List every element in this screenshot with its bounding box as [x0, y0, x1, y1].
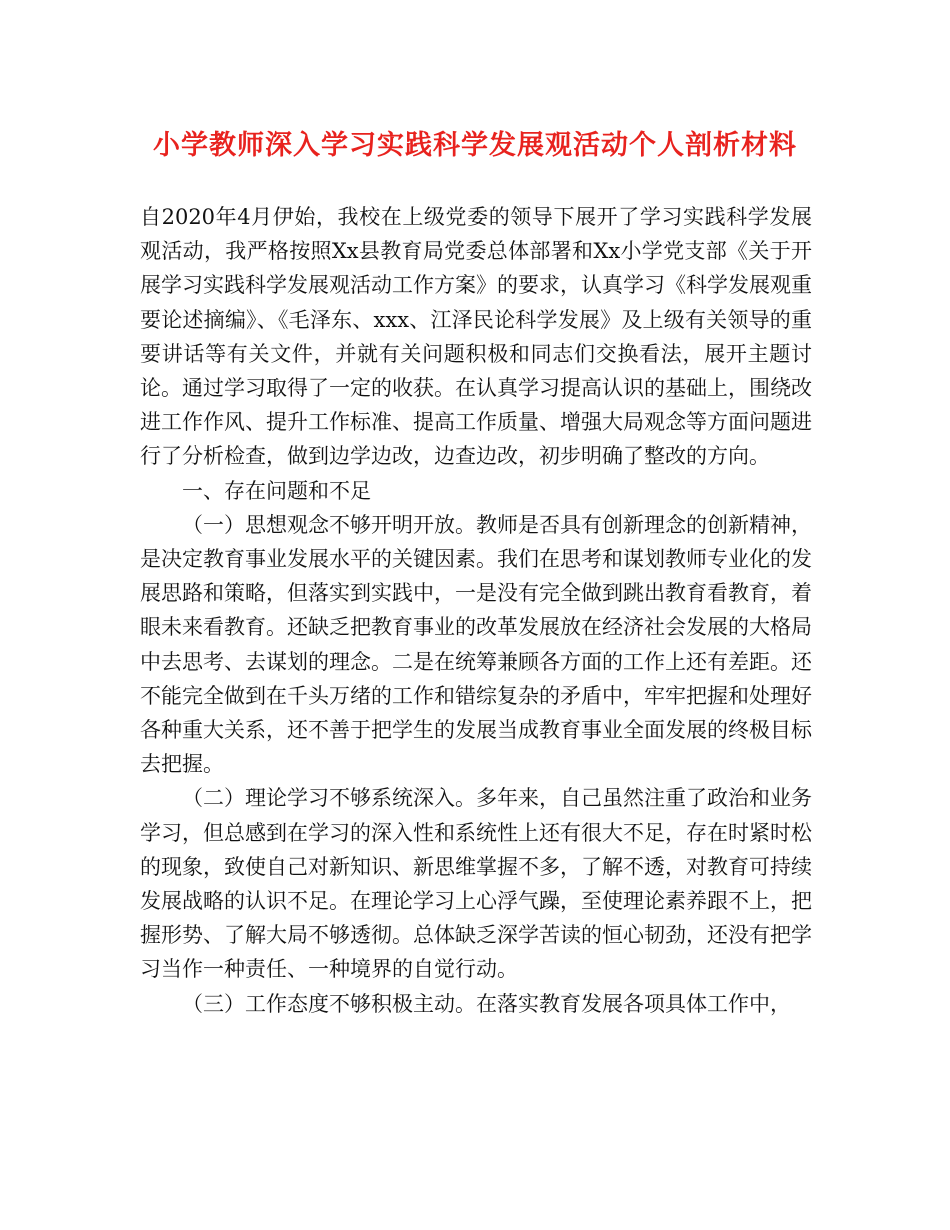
section-heading: 一、存在问题和不足 [182, 478, 371, 503]
document-title: 小学教师深入学习实践科学发展观活动个人剖析材料 [153, 130, 797, 161]
document-body [140, 200, 812, 1021]
issue-paragraph-2: （二）理论学习不够系统深入。多年来，自己虽然注重了政治和业务学习，但总感到在学习的深入性和系统性上还有很大不足，存在时紧时松的现象，致使自己对新知识、新思维掌握不多，了解不透，对教育可持续发展战略的认识不足。在理论学习上心浮气躁，至使理论素养跟不上，把握形势、了解大局不够透彻。总体缺乏深学苦读的恒心韧劲，还没有把学习当作一种责任、一种境界的自觉行动。 [140, 786, 812, 982]
intro-paragraph: 自2020年4月伊始，我校在上级党委的领导下展开了学习实践科学发展观活动，我严格按照Xx县教育局党委总体部署和Xx小学党支部《关于开展学习实践科学发展观活动工作方案》的要求，认真学习《科学发展观重要论述摘编》、《毛泽东、xxx、江泽民论科学发展》及上级有关领导的重要讲话等有关文件，并就有关问题积极和同志们交换看法，展开主题讨论。通过学习取得了一定的收获。在认真学习提高认识的基础上，围绕改进工作作风、提升工作标准、提高工作质量、增强大局观念等方面问题进行了分析检查，做到边学边改，边查边改，初步明确了整改的方向。 [140, 205, 812, 469]
issue-paragraph-3: （三）工作态度不够积极主动。在落实教育发展各项具体工作中， [182, 991, 791, 1016]
issue-paragraph-1: （一）思想观念不够开明开放。教师是否具有创新理念的创新精神，是决定教育事业发展水平的关键因素。我们在思考和谋划教师专业化的发展思路和策略，但落实到实践中，一是没有完全做到跳出教育看教育，着眼未来看教育。还缺乏把教育事业的改革发展放在经济社会发展的大格局中去思考、去谋划的理念。二是在统筹兼顾各方面的工作上还有差距。还不能完全做到在千头万绪的工作和错综复杂的矛盾中，牢牢把握和处理好各种重大关系，还不善于把学生的发展当成教育事业全面发展的终极目标去把握。 [140, 512, 812, 777]
